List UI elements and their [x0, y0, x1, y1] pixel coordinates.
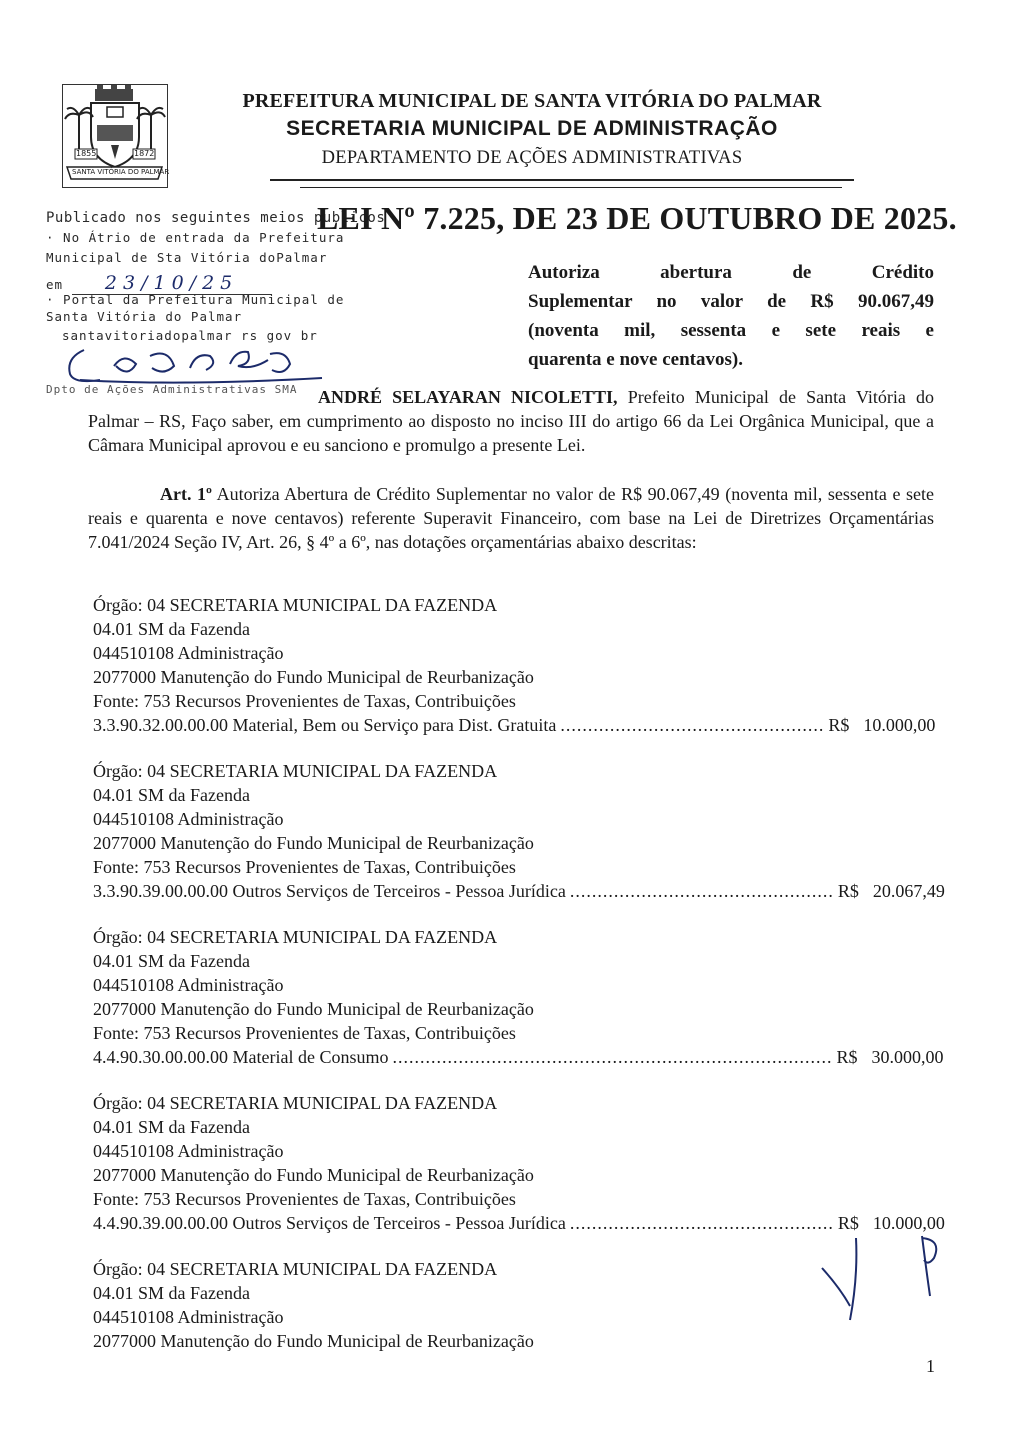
header-rule	[270, 179, 854, 181]
orgao: Órgão: 04 SECRETARIA MUNICIPAL DA FAZENDA	[93, 1093, 498, 1113]
article-1	[88, 482, 934, 554]
funcional: 044510108 Administração	[93, 643, 284, 663]
unidade: 04.01 SM da Fazenda	[93, 785, 250, 805]
funcional: 044510108 Administração	[93, 809, 284, 829]
funcional: 044510108 Administração	[93, 1307, 284, 1327]
acao: 2077000 Manutenção do Fundo Municipal de Reurbanização	[93, 999, 534, 1019]
valor: 10.000,00	[872, 1213, 945, 1233]
orgao: Órgão: 04 SECRETARIA MUNICIPAL DA FAZENDA	[93, 595, 498, 615]
funcional: 044510108 Administração	[93, 1141, 284, 1161]
acao: 2077000 Manutenção do Fundo Municipal de Reurbanização	[93, 667, 534, 687]
budget-allocation	[93, 1257, 913, 1353]
elemento-row: 4.4.90.39.00.00.00 Outros Serviços de Terceiros - Pessoa Jurídica ................................................ R$ 10.000,00	[93, 1213, 945, 1233]
article-text: Autoriza Abertura de Crédito Suplementar no valor de R$ 90.067,49 (noventa mil, sessenta e sete reais e quarenta e nove centavos) referente Superavit Financeiro, com base na Lei de Diretrizes Orçamentárias 7.041/2024 Seção IV, Art. 26, § 4º a 6º, nas dotações orçamentárias abaixo descritas:	[88, 484, 934, 552]
article-label: Art. 1º	[160, 484, 213, 504]
stamp-line: santavitoriadopalmar rs gov br	[62, 328, 318, 343]
header-prefeitura: PREFEITURA MUNICIPAL DE SANTA VITÓRIA DO PALMAR	[242, 90, 822, 112]
stamp-signature-icon	[60, 344, 330, 388]
crest-year-right: 1872	[134, 149, 155, 158]
elemento: 3.3.90.39.00.00.00 Outros Serviços de Terceiros - Pessoa Jurídica	[93, 881, 566, 901]
valor: 30.000,00	[871, 1047, 944, 1067]
page-number: 1	[926, 1356, 935, 1376]
header-secretaria: SECRETARIA MUNICIPAL DE ADMINISTRAÇÃO	[286, 117, 778, 140]
ementa-line: Suplementar no valor de R$ 90.067,49	[528, 291, 934, 312]
mayor-name: ANDRÉ SELAYARAN NICOLETTI,	[318, 387, 618, 407]
valor: 20.067,49	[872, 881, 945, 901]
orgao: Órgão: 04 SECRETARIA MUNICIPAL DA FAZENDA	[93, 927, 498, 947]
law-ementa	[528, 258, 934, 374]
ementa-line: quarenta e nove centavos).	[528, 349, 743, 370]
stamp-line: · No Átrio de entrada da Prefeitura	[46, 230, 345, 245]
budget-allocation	[93, 1091, 945, 1235]
initials-signature-icon	[810, 1228, 960, 1328]
elemento-row: 4.4.90.30.00.00.00 Material de Consumo ................................................................................ R$ 30.000,00	[93, 1047, 944, 1067]
fonte: Fonte: 753 Recursos Provenientes de Taxas, Contribuições	[93, 1023, 516, 1043]
fonte: Fonte: 753 Recursos Provenientes de Taxas, Contribuições	[93, 691, 516, 711]
orgao: Órgão: 04 SECRETARIA MUNICIPAL DA FAZENDA	[93, 761, 498, 781]
intro-text: Prefeito Municipal de Santa Vitória do Palmar – RS, Faço saber, em cumprimento ao disposto no inciso III do artigo 66 da Lei Orgânica Municipal, que a Câmara Municipal aprovou e eu sanciono e promulgo a presente Lei.	[88, 387, 935, 455]
currency: R$	[836, 1047, 858, 1067]
valor: 10.000,00	[863, 715, 936, 735]
header-rule	[300, 187, 842, 188]
budget-allocation	[93, 759, 945, 903]
budget-allocation	[93, 593, 936, 737]
law-title: LEI Nº 7.225, DE 23 DE OUTUBRO DE 2025.	[317, 200, 957, 236]
unidade: 04.01 SM da Fazenda	[93, 619, 250, 639]
stamp-line: Dpto de Ações Administrativas SMA	[46, 383, 298, 396]
acao: 2077000 Manutenção do Fundo Municipal de Reurbanização	[93, 833, 534, 853]
unidade: 04.01 SM da Fazenda	[93, 1283, 250, 1303]
elemento: 4.4.90.30.00.00.00 Material de Consumo	[93, 1047, 389, 1067]
stamp-line: Santa Vitória do Palmar	[46, 309, 243, 324]
fonte: Fonte: 753 Recursos Provenientes de Taxas, Contribuições	[93, 1189, 516, 1209]
acao: 2077000 Manutenção do Fundo Municipal de Reurbanização	[93, 1331, 534, 1351]
stamp-line: Publicado nos seguintes meios publicos	[46, 210, 386, 226]
municipal-crest	[62, 84, 168, 188]
budget-allocation	[93, 925, 944, 1069]
stamp-handwritten-date: 23/10/25	[72, 272, 272, 295]
ementa-line: Autoriza abertura de Crédito	[528, 262, 934, 283]
acao: 2077000 Manutenção do Fundo Municipal de Reurbanização	[93, 1165, 534, 1185]
elemento: 3.3.90.32.00.00.00 Material, Bem ou Serviço para Dist. Gratuita	[93, 715, 557, 735]
currency: R$	[837, 881, 859, 901]
funcional: 044510108 Administração	[93, 975, 284, 995]
stamp-em: em	[46, 277, 64, 292]
currency: R$	[828, 715, 850, 735]
elemento-row: 3.3.90.39.00.00.00 Outros Serviços de Terceiros - Pessoa Jurídica ................................................ R$ 20.067,49	[93, 881, 945, 901]
elemento: 4.4.90.39.00.00.00 Outros Serviços de Terceiros - Pessoa Jurídica	[93, 1213, 566, 1233]
fonte: Fonte: 753 Recursos Provenientes de Taxas, Contribuições	[93, 857, 516, 877]
ementa-line: (noventa mil, sessenta e sete reais e	[528, 320, 934, 341]
stamp-line: · Portal da Prefeitura Municipal de	[46, 292, 345, 307]
crest-year-left: 1855	[76, 149, 97, 158]
unidade: 04.01 SM da Fazenda	[93, 951, 250, 971]
unidade: 04.01 SM da Fazenda	[93, 1117, 250, 1137]
header-departamento: DEPARTAMENTO DE AÇÕES ADMINISTRATIVAS	[321, 148, 743, 168]
stamp-line: Municipal de Sta Vitória doPalmar	[46, 250, 328, 265]
intro-paragraph	[88, 385, 934, 457]
currency: R$	[837, 1213, 859, 1233]
elemento-row: 3.3.90.32.00.00.00 Material, Bem ou Serviço para Dist. Gratuita ................................................ R$ 10.000,00	[93, 715, 936, 735]
orgao: Órgão: 04 SECRETARIA MUNICIPAL DA FAZENDA	[93, 1259, 498, 1279]
crest-banner: SANTA VITÓRIA DO PALMAR	[72, 168, 170, 176]
